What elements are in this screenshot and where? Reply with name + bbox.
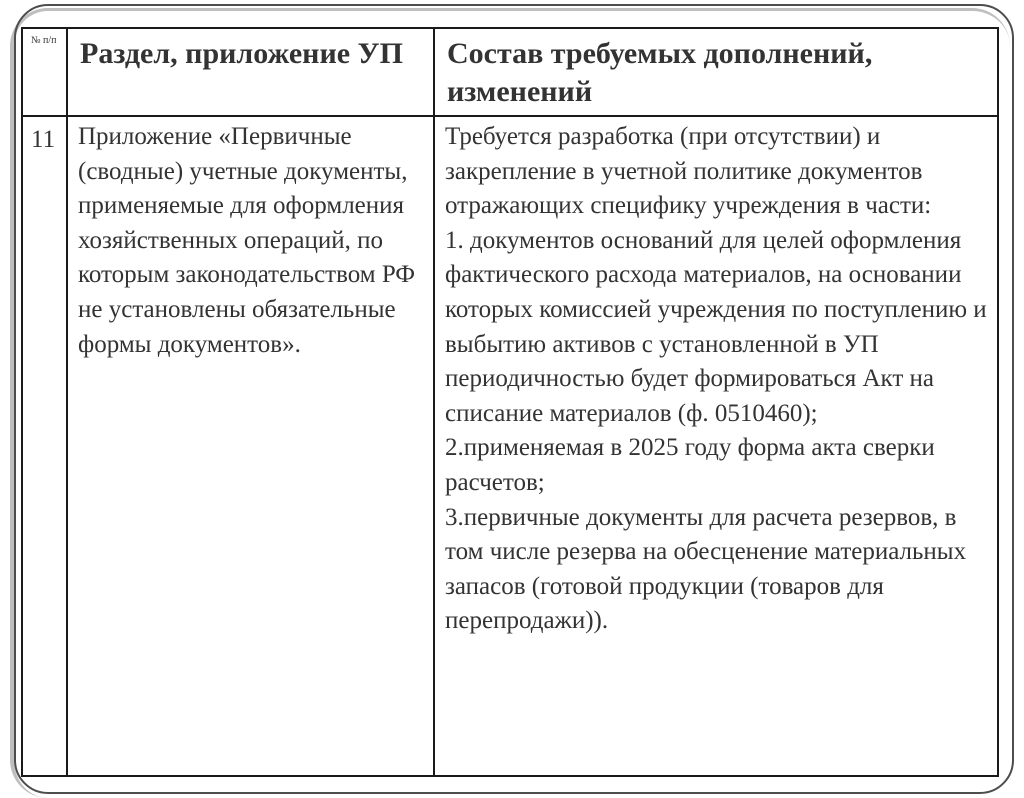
header-section: Раздел, приложение УП xyxy=(67,28,434,116)
row-changes xyxy=(434,116,998,776)
row-section: Приложение «Первичные (сводные) учетные документы, применяемые для оформления хозяйственных операций, по которым законодательством РФ не установлены обязательные формы документов». xyxy=(67,116,434,776)
row-number: 11 xyxy=(22,116,67,776)
changes-item-2: 2.применяемая в 2025 году форма акта сверки расчетов; xyxy=(445,434,935,496)
requirements-table xyxy=(21,27,999,777)
changes-item-3: 3.первичные документы для расчета резервов, в том числе резерва на обесценение материальных запасов (готовой продукции (товаров для перепродажи)). xyxy=(445,503,967,635)
header-number: № п/п xyxy=(22,28,67,116)
header-changes: Состав требуемых дополнений, изменений xyxy=(434,28,998,116)
changes-item-1: 1. документов оснований для целей оформления фактического расхода материалов, на основании которых комиссией учреждения по поступлению и выбытию активов с установленной в УП периодичностью будет формироваться Акт на списание материалов (ф. 0510460); xyxy=(445,226,987,427)
changes-intro: Требуется разработка (при отсутствии) и закрепление в учетной политике документов отражающих специфику учреждения в части: xyxy=(445,123,932,220)
table-row xyxy=(22,116,998,776)
table-header-row xyxy=(22,28,998,116)
